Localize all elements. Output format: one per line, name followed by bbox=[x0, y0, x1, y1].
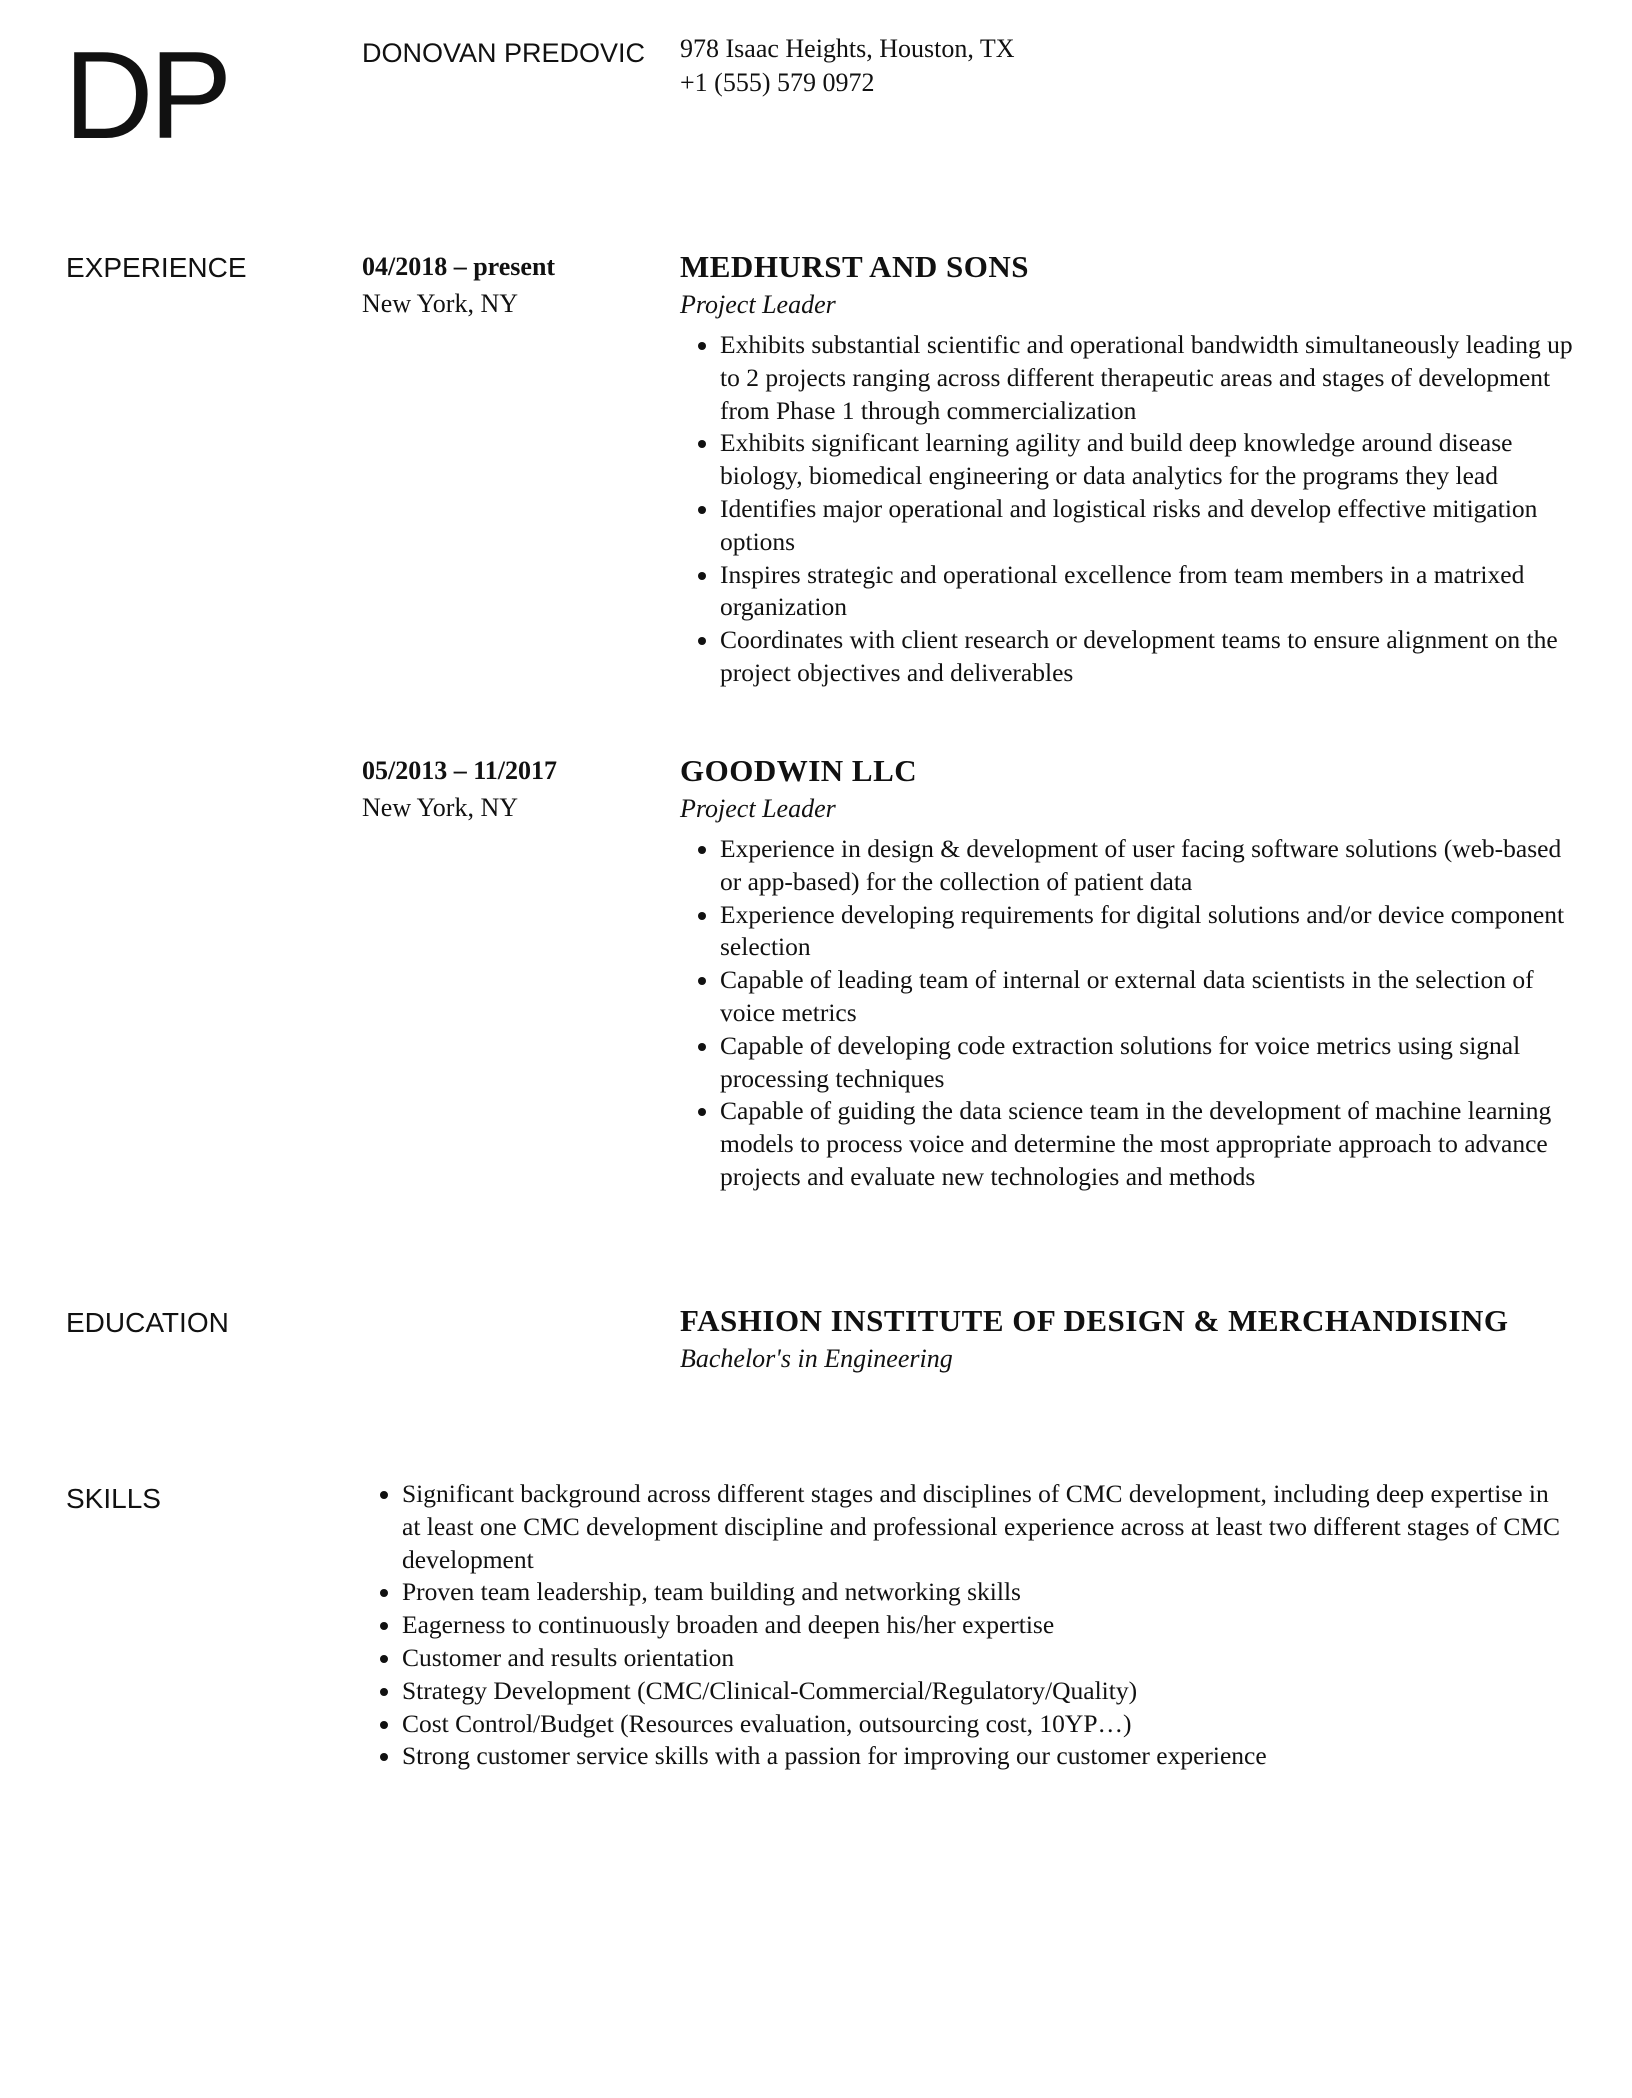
list-item: • Eagerness to continuously broaden and deepen his/her expertise bbox=[402, 1609, 1562, 1642]
contact-block bbox=[680, 32, 1015, 100]
list-item: • Exhibits significant learning agility and build deep knowledge around disease biology, biomedical engineering or data analytics for the programs they lead bbox=[720, 427, 1580, 493]
job-dates: 04/2018 – present bbox=[362, 252, 556, 281]
list-item: • Coordinates with client research or development teams to ensure alignment on the project objectives and deliverables bbox=[720, 624, 1580, 690]
list-item: • Proven team leadership, team building and networking skills bbox=[402, 1576, 1562, 1609]
list-item: • Significant background across different stages and disciplines of CMC development, including deep expertise in at least one CMC development discipline and professional experience across at least two different stages of CMC development bbox=[402, 1478, 1562, 1576]
job-bullets bbox=[680, 833, 1580, 1194]
list-item: • Capable of guiding the data science team in the development of machine learning models to process voice and determine the most appropriate approach to advance projects and evaluate new technologies and methods bbox=[720, 1095, 1580, 1193]
list-item: • Inspires strategic and operational excellence from team members in a matrixed organization bbox=[720, 559, 1580, 625]
list-item: • Capable of developing code extraction solutions for voice metrics using signal processing techniques bbox=[720, 1030, 1580, 1096]
job-meta bbox=[362, 752, 557, 826]
education-entry bbox=[680, 1301, 1580, 1377]
job-dates: 05/2013 – 11/2017 bbox=[362, 756, 558, 785]
job-entry bbox=[680, 751, 1580, 1194]
job-role: Project Leader bbox=[680, 794, 836, 823]
job-location: New York, NY bbox=[362, 289, 519, 318]
phone: +1 (555) 579 0972 bbox=[680, 68, 875, 97]
job-entry bbox=[680, 247, 1580, 690]
address: 978 Isaac Heights, Houston, TX bbox=[680, 34, 1015, 63]
list-item: • Capable of leading team of internal or external data scientists in the selection of voice metrics bbox=[720, 964, 1580, 1030]
list-item: • Experience developing requirements for digital solutions and/or device component selection bbox=[720, 899, 1580, 965]
skills-block bbox=[362, 1478, 1562, 1773]
company-name: GOODWIN LLC bbox=[680, 753, 918, 788]
skills-list bbox=[362, 1478, 1562, 1773]
section-title-experience: EXPERIENCE bbox=[66, 252, 247, 283]
section-title-education: EDUCATION bbox=[66, 1307, 229, 1338]
monogram: DP bbox=[64, 27, 229, 165]
job-meta bbox=[362, 248, 555, 322]
list-item: • Cost Control/Budget (Resources evaluation, outsourcing cost, 10YP…) bbox=[402, 1708, 1562, 1741]
list-item: • Exhibits substantial scientific and operational bandwidth simultaneously leading up to 2 projects ranging across different therapeutic areas and stages of development from Phase 1 through commercialization bbox=[720, 329, 1580, 427]
section-title-skills: SKILLS bbox=[66, 1483, 161, 1514]
list-item: • Strong customer service skills with a passion for improving our customer experience bbox=[402, 1740, 1562, 1773]
list-item: • Customer and results orientation bbox=[402, 1642, 1562, 1675]
job-location: New York, NY bbox=[362, 793, 519, 822]
degree: Bachelor's in Engineering bbox=[680, 1344, 953, 1373]
list-item: • Strategy Development (CMC/Clinical-Commercial/Regulatory/Quality) bbox=[402, 1675, 1562, 1708]
school-name: FASHION INSTITUTE OF DESIGN & MERCHANDISING bbox=[680, 1303, 1509, 1338]
list-item: • Experience in design & development of user facing software solutions (web-based or app-based) for the collection of patient data bbox=[720, 833, 1580, 899]
job-bullets bbox=[680, 329, 1580, 690]
company-name: MEDHURST AND SONS bbox=[680, 249, 1030, 284]
list-item: • Identifies major operational and logistical risks and develop effective mitigation options bbox=[720, 493, 1580, 559]
job-role: Project Leader bbox=[680, 290, 836, 319]
candidate-name: DONOVAN PREDOVIC bbox=[362, 38, 646, 68]
